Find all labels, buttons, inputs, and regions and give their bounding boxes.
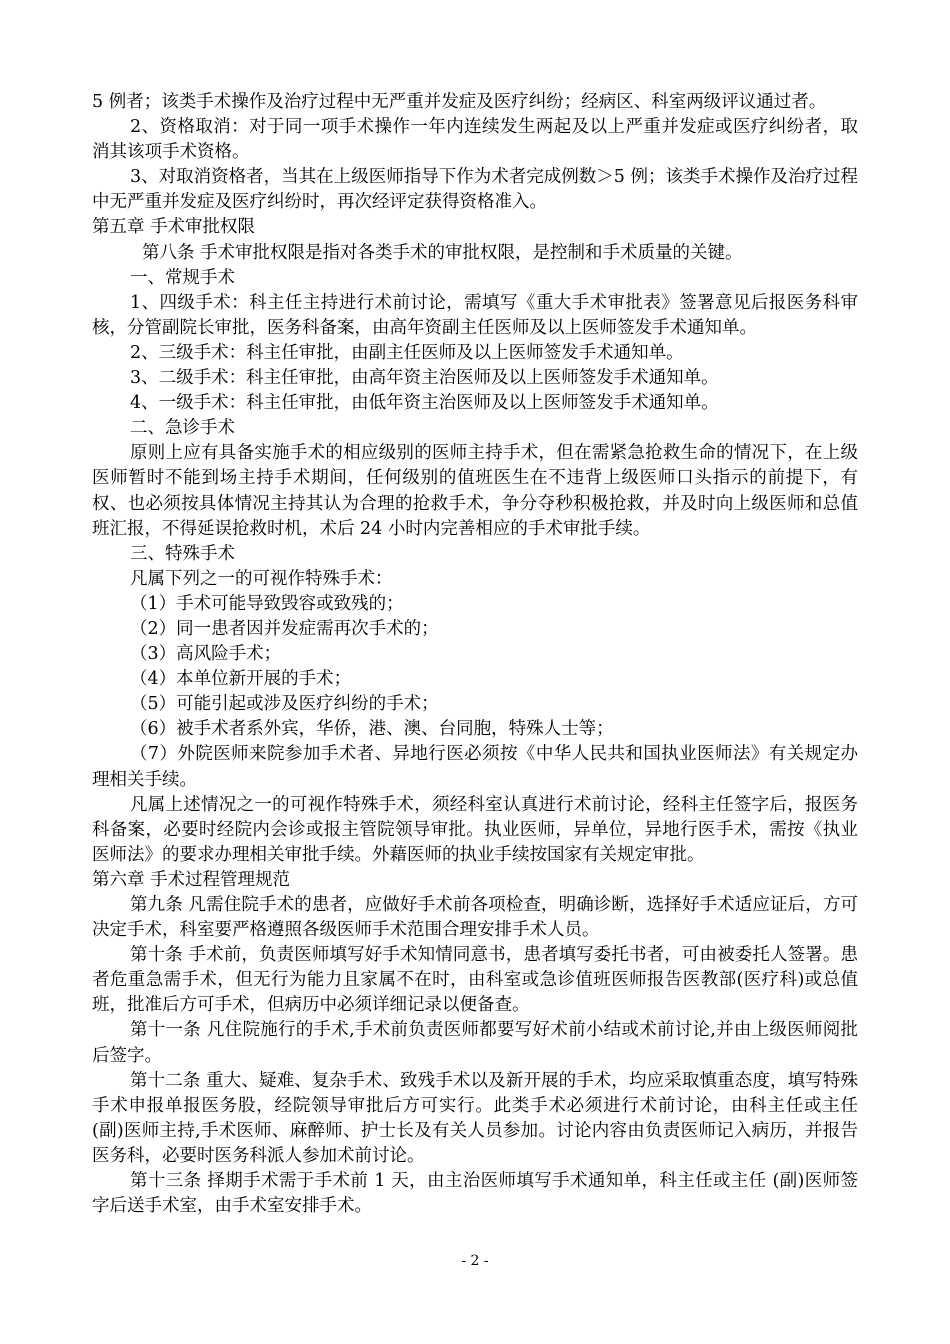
paragraph: （2）同一患者因并发症需再次手术的； [130,618,439,639]
paragraph: 第十二条 重大、疑难、复杂手术、致残手术以及新开展的手术，均应采取慎重态度，填写特殊手术申报单报医务股，经院领导审批后方可实行。此类手术必须进行术前讨论，由科主任或主任 (副)医师主持,手术医师、麻醉师、护士长及有关人员参加。讨论内容由负责医师记入病历，并报告医务科，必要时医务科派人参加术前讨论。 [92,1070,858,1166]
paragraph: 凡属下列之一的可视作特殊手术： [130,568,393,589]
paragraph: （7）外院医师来院参加手术者、异地行医必须按《中华人民共和国执业医师法》有关规定办理相关手续。 [92,744,858,790]
paragraph: 凡属上述情况之一的可视作特殊手术，须经科室认真进行术前讨论，经科主任签字后，报医务科备案，必要时经院内会诊或报主管院领导审批。执业医师，异单位，异地行医手术，需按《执业医师法》的要求办理相关审批手续。外藉医师的执业手续按国家有关规定审批。 [92,794,858,865]
paragraph: 第八条 手术审批权限是指对各类手术的审批权限，是控制和手术质量的关键。 [142,242,743,263]
paragraph: （4）本单位新开展的手术； [130,669,352,690]
paragraph: 第十条 手术前，负责医师填写好手术知情同意书，患者填写委托书者，可由被委托人签署。患者危重急需手术，但无行为能力且家属不在时，由科室或急诊值班医师报告医教部(医疗科)或总值班，批准后方可手术，但病历中必须详细记录以便备查。 [92,945,858,1016]
paragraph: 第十一条 凡住院施行的手术,手术前负责医师都要写好术前小结或术前讨论,并由上级医师阅批后签字。 [92,1020,858,1066]
paragraph: 一、常规手术 [130,267,235,288]
paragraph: （5）可能引起或涉及医疗纠纷的手术； [130,694,439,715]
page-number: - 2 - [461,1253,489,1269]
paragraph: 1、四级手术：科主任主持进行术前讨论，需填写《重大手术审批表》签署意见后报医务科审核，分管副院长审批，医务科备案，由高年资副主任医师及以上医师签发手术通知单。 [92,292,858,338]
paragraph: 2、三级手术：科主任审批，由副主任医师及以上医师签发手术通知单。 [130,342,684,363]
paragraph: 2、资格取消：对于同一项手术操作一年内连续发生两起及以上严重并发症或医疗纠纷者，取消其该项手术资格。 [92,117,858,163]
paragraph: （6）被手术者系外宾，华侨，港、澳、台同胞，特殊人士等； [130,719,614,740]
document-body [92,90,858,1219]
paragraph: 第九条 凡需住院手术的患者，应做好手术前各项检查，明确诊断，选择好手术适应证后，方可决定手术，科室要严格遵照各级医师手术范围合理安排手术人员。 [92,895,858,941]
paragraph: 3、对取消资格者，当其在上级医师指导下作为术者完成例数＞5 例；该类手术操作及治疗过程中无严重并发症及医疗纠纷时，再次经评定获得资格准入。 [92,167,858,213]
paragraph: 第五章 手术审批权限 [92,217,256,238]
paragraph: 4、一级手术：科主任审批，由低年资主治医师及以上医师签发手术通知单。 [130,393,719,414]
paragraph: （1）手术可能导致毁容或致残的； [130,593,404,614]
paragraph: （3）高风险手术； [130,644,282,665]
paragraph: 原则上应有具备实施手术的相应级别的医师主持手术，但在需紧急抢救生命的情况下，在上级医师暂时不能到场主持手术期间，任何级别的值班医生在不违背上级医师口头指示的前提下，有权、也必须按具体情况主持其认为合理的抢救手术，争分夺秒积极抢救，并及时向上级医师和总值班汇报，不得延误抢救时机，术后 24 小时内完善相应的手术审批手续。 [92,443,858,539]
paragraph: 第六章 手术过程管理规范 [92,869,291,890]
paragraph: 三、特殊手术 [130,543,235,564]
paragraph: 第十三条 择期手术需于手术前 1 天，由主治医师填写手术通知单，科主任或主任 (副)医师签字后送手术室，由手术室安排手术。 [92,1171,858,1217]
paragraph: 二、急诊手术 [130,418,235,439]
paragraph: 5 例者；该类手术操作及治疗过程中无严重并发症及医疗纠纷；经病区、科室两级评议通过者。 [92,92,827,112]
paragraph: 3、二级手术：科主任审批，由高年资主治医师及以上医师签发手术通知单。 [130,368,719,389]
